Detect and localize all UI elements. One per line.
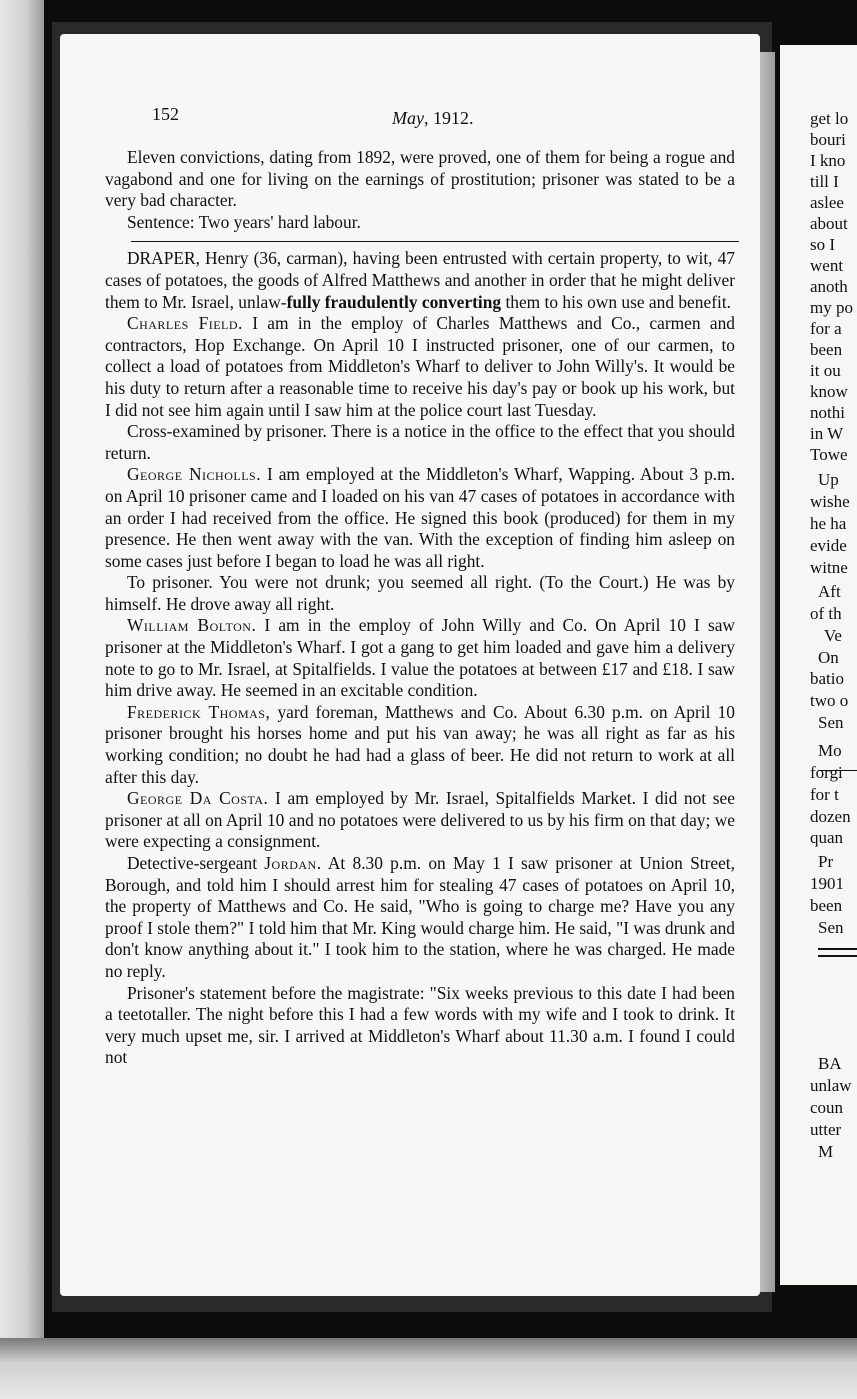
facing-page-fragment: Mo [818,741,842,760]
facing-page-fragment: quan [810,828,844,847]
page-body [105,147,735,1069]
facing-page-fragment: my po [810,298,853,317]
facing-page-fragment: till I [810,172,839,191]
facing-page-fragment: dozen [810,807,851,826]
facing-page-fragment: for t [810,785,839,804]
paragraph: Prisoner's statement before the magistrate: "Six weeks previous to this date I had been a teetotaller. The night before this I had a few words with my wife and I took to drink. It very much upset me, sir. I arrived at Middleton's Wharf about 11.30 a.m. I found I could not [105,982,735,1068]
facing-page-fragment: Sen [818,713,844,732]
facing-page-rule [818,955,857,957]
facing-page-fragment: it ou [810,361,841,380]
paragraph: Charles Field. I am in the employ of Charles Matthews and Co., carmen and contractors, Hop Exchange. On April 10 I instructed prisoner, one of our carmen, to collect a load of potatoes from Middleton's Wharf to deliver to John Willy's. It would be his duty to return after a reasonable time to receive his day's pay or book up his work, but I did not see him again until I saw him at the police court last Tuesday. [105,313,735,420]
facing-page [780,45,857,1285]
paragraph: Cross-examined by prisoner. There is a notice in the office to the effect that you should return. [105,421,735,463]
paragraph: Detective-sergeant Jordan. At 8.30 p.m. on May 1 I saw prisoner at Union Street, Borough, and told him I should arrest him for stealing 47 cases of potatoes on April 10, the property of Matthews and Co. He said, "Who is going to charge me? Have you any proof I stole them?" I told him that Mr. King would charge him. He said, "I was drunk and don't know anything about it." I took him to the station, where he was charged. He made no reply. [105,853,735,981]
witness-name: Jordan. [264,853,322,873]
facing-page-fragment: nothi [810,403,845,422]
facing-page-fragment: M [818,1142,834,1161]
facing-page-fragment: unlaw [810,1076,852,1095]
witness-name: William Bolton. [127,615,257,636]
facing-page-fragment: forgi [810,763,843,782]
facing-page-fragment: Towe [810,445,848,464]
paragraph: William Bolton. I am in the employ of John Willy and Co. On April 10 I saw prisoner at the Middleton's Wharf. I got a gang to get him loaded and gave him a delivery note to go to Mr. Israel, at Spitalfields. I value the potatoes at between £17 and £18. I saw him drive away. He seemed in an excitable condition. [105,615,735,701]
facing-page-fragment: Pr [818,852,834,871]
facing-page-fragment: utter [810,1120,842,1139]
witness-name: George Da Costa. [127,788,269,809]
paragraph: Sentence: Two years' hard labour. [127,211,361,232]
facing-page-fragment: Up [818,470,839,489]
paragraph: Frederick Thomas, yard foreman, Matthews and Co. About 6.30 p.m. on April 10 prisoner brought his horses home and put his van away; he was all right as far as his working condition; no doubt he had had a glass of beer. He did not return to work at all after this day. [105,701,735,787]
page-title-year: , 1912. [423,108,474,128]
background-bottom [0,1338,857,1399]
facing-page-rule [818,770,857,771]
paragraph: George Nicholls. I am employed at the Middleton's Wharf, Wapping. About 3 p.m. on April 10 prisoner came and I loaded on his van 47 cases of potatoes in accordance with an order I had received from the office. He signed this book (produced) for them in my presence. He then went away with the van. With the exception of finding him asleep on some cases just before I began to load he was all right. [105,464,735,571]
background-left [0,0,44,1399]
facing-page-fragment: for a [810,319,842,338]
facing-page-fragment: I kno [810,151,846,170]
facing-page-fragment: in W [810,424,844,443]
facing-page-fragment: 1901 [810,874,844,893]
facing-page-fragment: bouri [810,130,846,149]
case-divider [131,241,739,242]
paragraph: DRAPER, Henry (36, carman), having been entrusted with certain property, to wit, 47 cases of potatoes, the goods of Alfred Matthews and another in order that he might deliver them to Mr. Israel, unlaw-fully fraudulently converting them to his own use and benefit. [105,248,735,312]
witness-name: George Nicholls. [127,464,262,485]
facing-page-fragment: On [818,648,839,667]
facing-page-fragment: about [810,214,848,233]
facing-page-fragment: get lo [810,109,849,128]
facing-page-fragment: aslee [810,193,844,212]
facing-page-fragment: anoth [810,277,848,296]
witness-name: Frederick Thomas, [127,701,271,722]
defendant-name: DRAPER, Henry [127,248,249,269]
facing-page-fragment: know [810,382,848,401]
witness-name: Charles Field. [127,313,243,334]
page-number: 152 [152,104,179,124]
facing-page-fragment: BA [818,1054,842,1073]
facing-page-fragment: Sen [818,918,844,937]
facing-page-fragment: coun [810,1098,844,1117]
paragraph: Eleven convictions, dating from 1892, were proved, one of them for being a rogue and vagabond and one for living on the earnings of prostitution; prisoner was stated to be a very bad character. [105,147,735,211]
facing-page-fragment: been [810,340,843,359]
facing-page-fragment: batio [810,669,844,688]
facing-page-fragment: evide [810,536,847,555]
facing-page-fragment: wishe [810,492,850,511]
facing-page-fragment: he ha [810,514,847,533]
page-title [392,108,473,129]
page-title-month: May [392,108,424,128]
facing-page-rule [818,948,857,950]
facing-page-fragment: witne [810,558,848,577]
facing-page-fragment: went [810,256,844,275]
facing-page-fragment: of th [810,604,842,623]
facing-page-fragment: so I [810,235,836,254]
facing-page-fragment: two o [810,691,849,710]
paragraph: To prisoner. You were not drunk; you seemed all right. (To the Court.) He was by himself. He drove away all right. [105,572,735,614]
paragraph: George Da Costa. I am employed by Mr. Israel, Spitalfields Market. I did not see prisoner at all on April 10 and no potatoes were delivered to us by his firm on that day; we were expecting a consignment. [105,788,735,852]
facing-page-fragment: been [810,896,843,915]
facing-page-fragment: Aft [818,582,841,601]
facing-page-fragment: Ve [824,626,842,645]
